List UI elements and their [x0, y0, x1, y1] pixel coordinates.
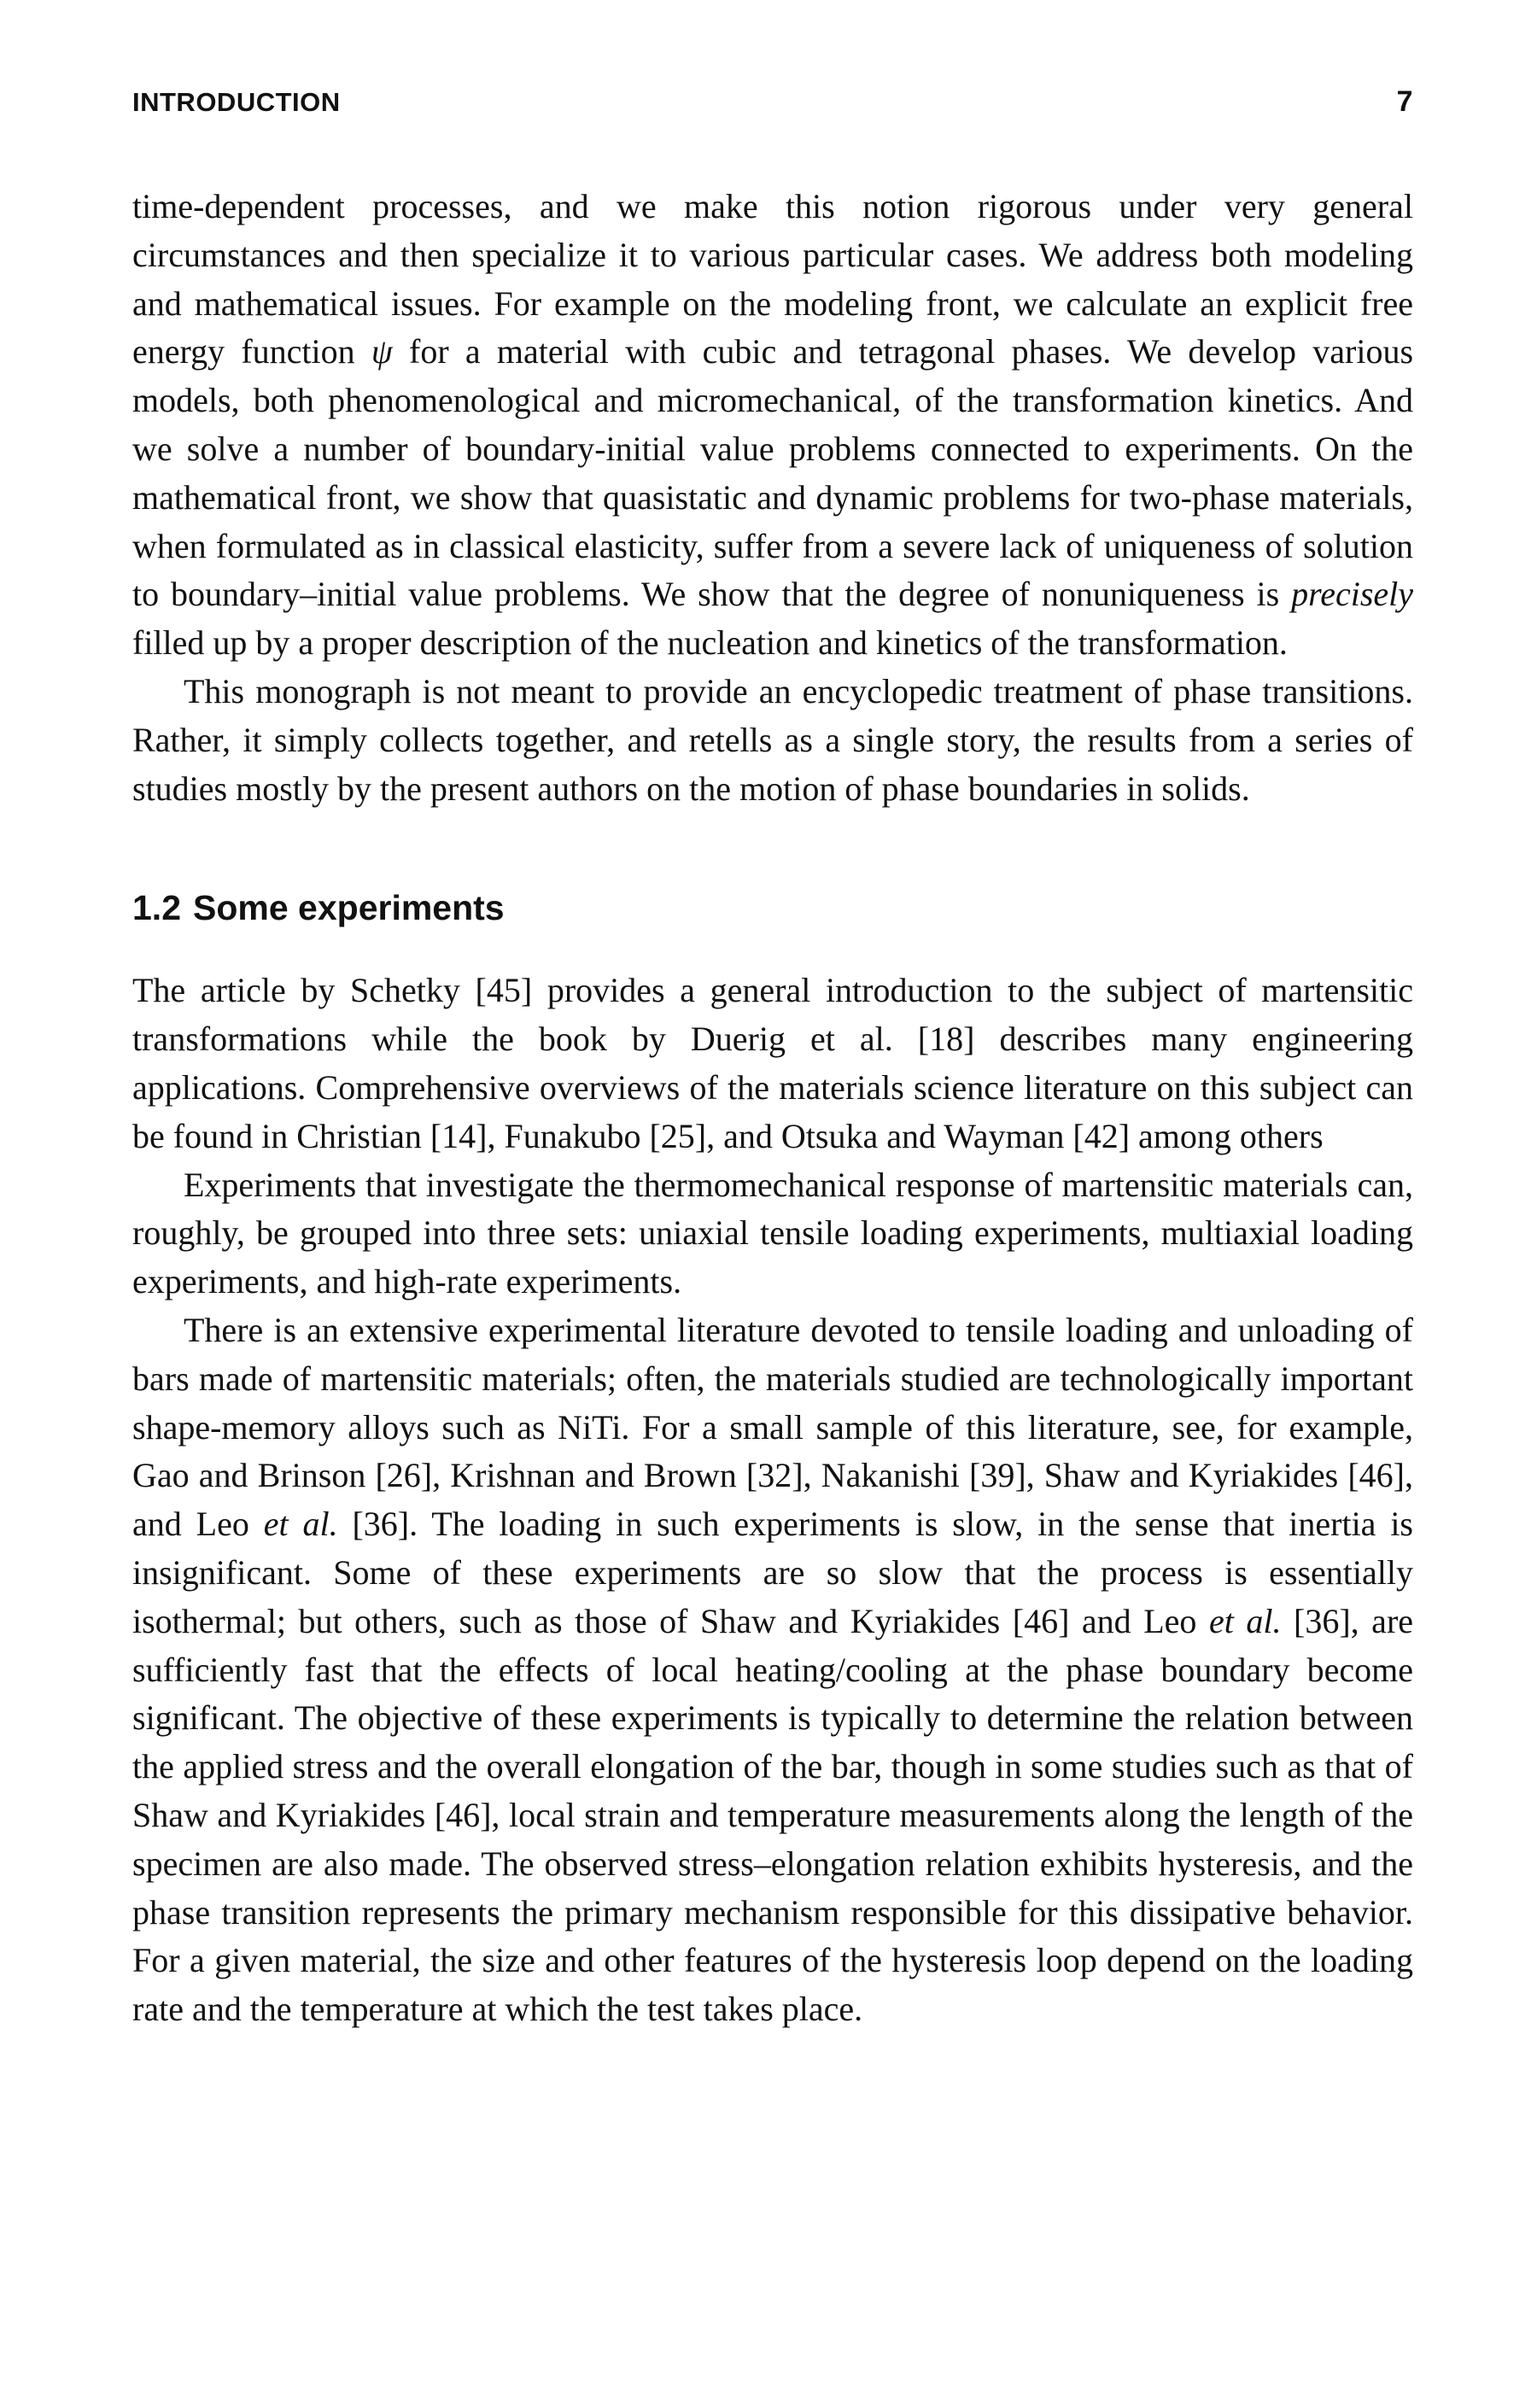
paragraph-monograph-scope: This monograph is not meant to provide an encyclopedic treatment of phase transitions. Rather, it simply collects together, and retells as a single story, the results from a series of studies mostly by the present authors on the motion of phase boundaries in solids.	[132, 671, 1413, 808]
section-title: Some experiments	[193, 888, 505, 928]
paragraph-intro-continued: time-dependent processes, and we make this notion rigorous under very general circumstances and then specialize it to various particular cases. We address both modeling and mathematical issues. For example on the modeling front, we calculate an explicit free energy function ψ for a material with cubic and tetragonal phases. We develop various models, both phenomenological and micromechanical, of the transformation kinetics. And we solve a number of boundary-initial value problems connected to experiments. On the mathematical front, we show that quasistatic and dynamic problems for two-phase materials, when formulated as in classical elasticity, suffer from a severe lack of uniqueness of solution to boundary–initial value problems. We show that the degree of nonuniqueness is precisely filled up by a proper description of the nucleation and kinetics of the transformation.	[132, 187, 1414, 663]
running-head	[132, 85, 1413, 126]
section-number: 1.2	[132, 888, 181, 928]
book-page	[132, 85, 1413, 2034]
section-text-block	[132, 967, 1413, 2034]
paragraph-tensile-loading: There is an extensive experimental literature devoted to tensile loading and unloading of bars made of martensitic materials; often, the materials studied are technologically important shape-memory alloys such as NiTi. For a small sample of this literature, see, for example, Gao and Brinson [26], Krishnan and Brown [32], Nakanishi [39], Shaw and Kyriakides [46], and Leo et al. [36]. The loading in such experiments is slow, in the sense that inertia is insignificant. Some of these experiments are so slow that the process is essentially isothermal; but others, such as those of Shaw and Kyriakides [46] and Leo et al. [36], are sufficiently fast that the effects of local heating/cooling at the phase boundary become significant. The objective of these experiments is typically to determine the relation between the applied stress and the overall elongation of the bar, though in some studies such as that of Shaw and Kyriakides [46], local strain and temperature measurements along the length of the specimen are also made. The observed stress–elongation relation exhibits hysteresis, and the phase transition represents the primary mechanism responsible for this dissipative behavior. For a given material, the size and other features of the hysteresis loop depend on the loading rate and the temperature at which the test takes place.	[132, 1310, 1414, 2029]
paragraph-literature-overview: The article by Schetky [45] provides a general introduction to the subject of martensitic transformations while the book by Duerig et al. [18] describes many engineering applications. Comprehensive overviews of the materials science literature on this subject can be found in Christian [14], Funakubo [25], and Otsuka and Wayman [42] among others	[132, 971, 1413, 1155]
emphasis-precisely: precisely	[1291, 575, 1413, 614]
psi-symbol: ψ	[371, 332, 393, 371]
paragraph-experiment-sets: Experiments that investigate the thermomechanical response of martensitic materials can, roughly, be grouped into three sets: uniaxial tensile loading experiments, multiaxial loading experiments, and high-rate experiments.	[132, 1165, 1413, 1301]
intro-text-block	[132, 183, 1413, 813]
section-heading	[132, 888, 1413, 932]
page-number: 7	[1396, 85, 1413, 118]
running-head-title: INTRODUCTION	[132, 87, 341, 117]
